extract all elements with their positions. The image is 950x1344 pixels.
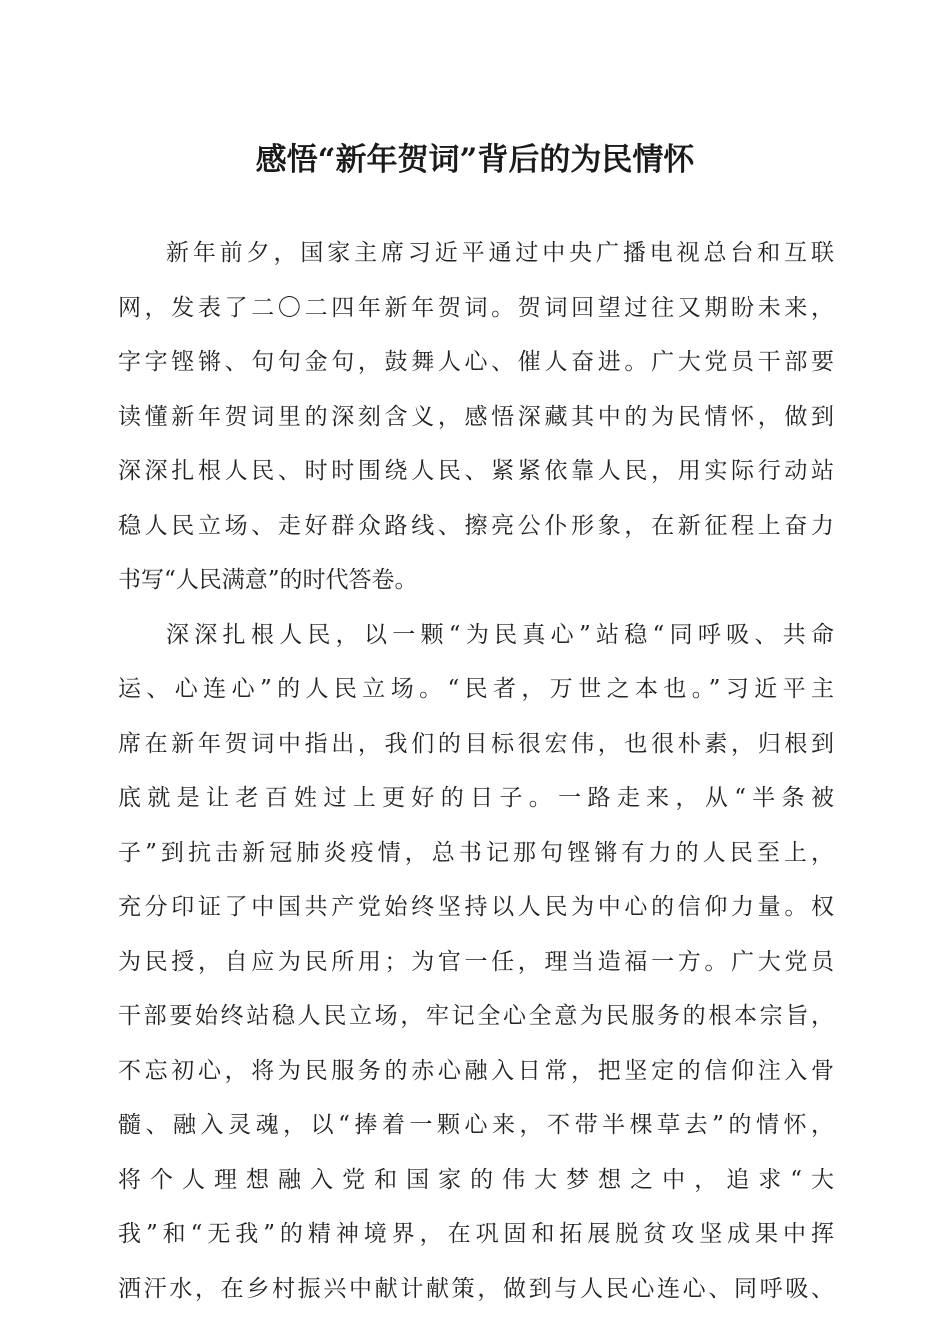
- text-line: 稳人民立场、走好群众路线、擦亮公仆形象，在新征程上奋力: [118, 512, 834, 539]
- text-line: 为民授，自应为民所用；为官一任，理当造福一方。广大党员: [118, 948, 834, 975]
- text-line: 我”和“无我”的精神境界，在巩固和拓展脱贫攻坚成果中挥: [118, 1221, 834, 1247]
- document-body: [118, 226, 834, 1316]
- text-line: 网，发表了二〇二四年新年贺词。贺词回望过往又期盼未来，: [118, 294, 834, 321]
- text-line: 深深扎根人民、时时围绕人民、紧紧依靠人民，用实际行动站: [118, 458, 834, 484]
- text-line: 新年前夕，国家主席习近平通过中央广播电视总台和互联: [166, 240, 834, 266]
- text-line: 深深扎根人民，以一颗“为民真心”站稳“同呼吸、共命: [166, 621, 834, 648]
- text-line: 洒汗水，在乡村振兴中献计献策，做到与人民心连心、同呼吸、: [118, 1275, 834, 1302]
- text-line: 将个人理想融入党和国家的伟大梦想之中，追求“大: [118, 1166, 834, 1193]
- text-line: 不忘初心，将为民服务的赤心融入日常，把坚定的信仰注入骨: [118, 1057, 834, 1084]
- text-line: 子”到抗击新冠肺炎疫情，总书记那句铿锵有力的人民至上，: [118, 839, 834, 866]
- text-line: 髓、融入灵魂，以“捧着一颗心来，不带半棵草去”的情怀，: [118, 1112, 834, 1138]
- text-line: 字字铿锵、句句金句，鼓舞人心、催人奋进。广大党员干部要: [118, 349, 834, 375]
- text-line: 底就是让老百姓过上更好的日子。一路走来，从“半条被: [118, 785, 834, 811]
- text-line: 运、心连心”的人民立场。“民者，万世之本也。”习近平主: [118, 676, 834, 702]
- text-line: 书写“人民满意”的时代答卷。: [118, 567, 418, 593]
- text-line: 读懂新年贺词里的深刻含义，感悟深藏其中的为民情怀，做到: [118, 403, 834, 430]
- text-line: 席在新年贺词中指出，我们的目标很宏伟，也很朴素，归根到: [118, 730, 834, 757]
- text-line: 干部要始终站稳人民立场，牢记全心全意为民服务的根本宗旨，: [118, 1003, 834, 1029]
- document-title: 感悟“新年贺词”背后的为民情怀: [255, 142, 695, 178]
- text-line: 充分印证了中国共产党始终坚持以人民为中心的信仰力量。权: [118, 894, 834, 920]
